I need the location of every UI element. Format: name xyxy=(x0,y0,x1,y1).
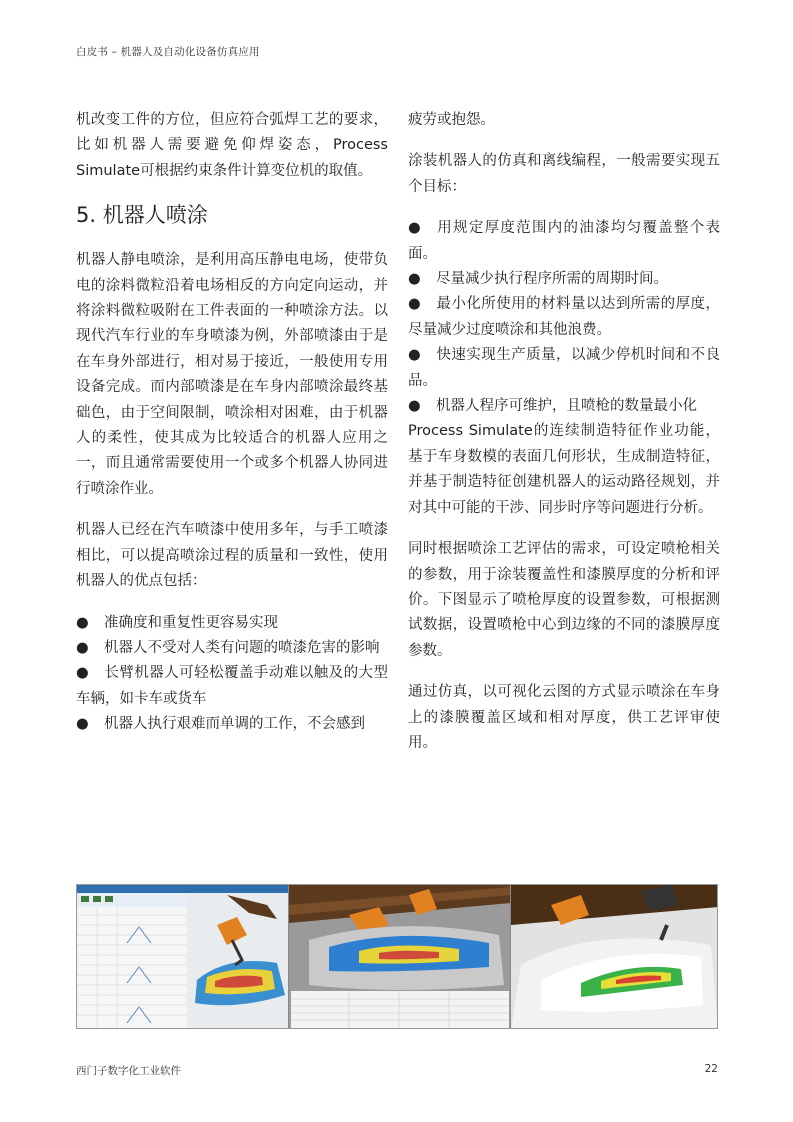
paragraph-advantages-intro: 机器人已经在汽车喷漆中使用多年，与手工喷漆相比，可以提高喷涂过程的质量和一致性，使用机器人的优点包括： xyxy=(76,522,388,590)
figure-panel-paint-path xyxy=(289,885,510,1028)
figure-panel-thickness-map xyxy=(511,885,717,1028)
paragraph-electrostatic: 机器人静电喷涂，是利用高压静电电场，使带负电的涂料微粒沿着电场相反的方向定向运动，并将涂料微粒吸附在工件表面的一种喷涂方法。以现代汽车行业的车身喷漆为例，外部喷漆由于是在车身外部进行，相对易于接近，一般使用专用设备完成。而内部喷漆是在车身内部喷涂最终基础色，由于空间限制，喷涂相对困难，由于机器人的柔性，使其成为比较适合的机器人应用之一，而且通常需要使用一个或多个机器人协同进行喷涂作业。 xyxy=(76,252,388,497)
paragraph-goals-intro: 涂装机器人的仿真和离线编程，一般需要实现五个目标： xyxy=(408,153,720,195)
list-item: ● 用规定厚度范围内的油漆均匀覆盖整个表面。 xyxy=(408,216,720,267)
list-item: ● 最小化所使用的材料量以达到所需的厚度，尽量减少过度喷涂和其他浪费。 xyxy=(408,292,720,343)
advantages-list xyxy=(76,611,388,738)
bullet-icon: ● xyxy=(408,271,421,288)
continuation-text: 疲劳或抱怨。 xyxy=(408,112,495,128)
right-column xyxy=(408,108,720,772)
simulation-screenshots-figure xyxy=(76,884,718,1029)
paragraph-cloud-visualization: 通过仿真，以可视化云图的方式显示喷涂在车身上的漆膜覆盖区域和相对厚度，供工艺评审使用。 xyxy=(408,684,720,751)
robot-paint-path-illustration xyxy=(289,885,510,1028)
paragraph-process-simulate: Process Simulate的连续制造特征作业功能，基于车身数模的表面几何形状，生成制造特征，并基于制造特征创建机器人的运动路径规划，并对其中可能的干涉、同步时序等问题进行分析。 xyxy=(408,423,720,516)
list-item: ● 尽量减少执行程序所需的周期时间。 xyxy=(408,267,720,292)
bullet-icon: ● xyxy=(408,220,421,237)
intro-paragraph: 机改变工件的方位，但应符合弧焊工艺的要求，比如机器人需要避免仰焊姿态，Process Simulate可根据约束条件计算变位机的取值。 xyxy=(76,112,388,179)
bullet-icon: ● xyxy=(408,296,421,313)
list-item: ● 长臂机器人可轻松覆盖手动难以触及的大型车辆，如卡车或货车 xyxy=(76,661,388,712)
page-number: 22 xyxy=(704,1063,718,1075)
left-column xyxy=(76,108,388,738)
page-header: 白皮书 – 机器人及自动化设备仿真应用 xyxy=(76,46,260,58)
figure-panel-spreadsheet xyxy=(77,885,289,1028)
bullet-icon: ● xyxy=(76,639,89,656)
bullet-icon: ● xyxy=(76,716,89,733)
list-item: ● 准确度和重复性更容易实现 xyxy=(76,611,388,636)
bullet-icon: ● xyxy=(408,398,421,415)
list-item: ● 快速实现生产质量，以减少停机时间和不良品。 xyxy=(408,343,720,394)
bullet-icon: ● xyxy=(76,665,89,682)
list-item: ● 机器人执行艰难而单调的工作，不会感到 xyxy=(76,712,388,737)
bullet-icon: ● xyxy=(408,347,421,364)
footer-company: 西门子数字化工业软件 xyxy=(76,1065,181,1077)
goals-list xyxy=(408,216,720,419)
paragraph-gun-parameters: 同时根据喷涂工艺评估的需求，可设定喷枪相关的参数，用于涂装覆盖性和漆膜厚度的分析和评价。下图显示了喷枪厚度的设置参数，可根据测试数据，设置喷枪中心到边缘的不同的漆膜厚度参数。 xyxy=(408,541,720,659)
section-heading: 5. 机器人喷涂 xyxy=(76,203,208,228)
bullet-icon: ● xyxy=(76,614,89,631)
list-item: ● 机器人不受对人类有问题的喷漆危害的影响 xyxy=(76,636,388,661)
thickness-cloud-illustration xyxy=(511,885,717,1028)
list-item: ● 机器人程序可维护，且喷枪的数量最小化 xyxy=(408,394,720,419)
spreadsheet-robot-illustration xyxy=(77,885,289,1028)
